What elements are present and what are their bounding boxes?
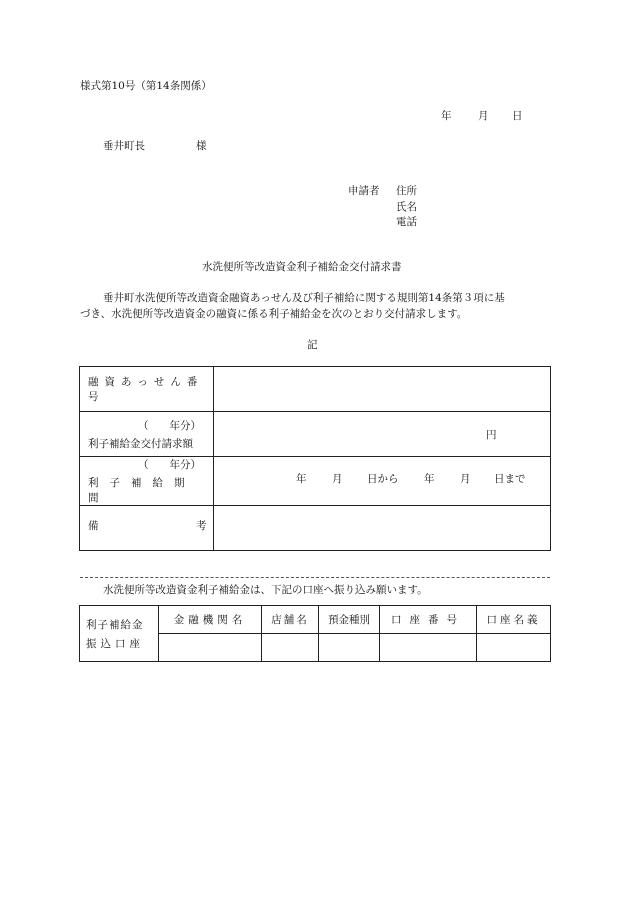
account-number-cell[interactable]: [380, 634, 477, 662]
period-start-month: 月: [332, 473, 343, 485]
period-end-month: 月: [460, 473, 471, 485]
account-number-header: 口座番号: [380, 606, 477, 634]
account-note: 水洗便所等改造資金利子補給金は、下記の口座へ振り込み願います。: [103, 584, 428, 596]
request-table: [79, 366, 551, 551]
applicant-address-label: 住所: [396, 185, 417, 197]
period-end-year: 年: [424, 473, 435, 485]
account-holder-cell[interactable]: [477, 634, 551, 662]
period-row: [214, 474, 550, 488]
account-row-label-1: 利子補給金: [86, 618, 144, 631]
subsidy-period-row: [80, 457, 551, 506]
separator-line: [80, 577, 550, 578]
remarks-value-cell[interactable]: [214, 506, 551, 551]
applicant-phone-label: 電話: [396, 216, 417, 228]
branch-name-header: 店舗名: [262, 606, 319, 634]
claim-year-label: （ 年分）: [138, 419, 201, 432]
addressee-suffix: 様: [196, 140, 207, 152]
remarks-label-cell: [80, 506, 214, 551]
remarks-label-b: 考: [196, 520, 207, 532]
loan-number-label-cell: [80, 367, 214, 412]
account-row-label-cell: [80, 606, 159, 662]
ki-heading: 記: [307, 339, 318, 351]
account-holder-header: 口座名義: [477, 606, 551, 634]
loan-number-label: 融資あっせん番号: [88, 376, 204, 403]
deposit-type-header: 預金種別: [319, 606, 380, 634]
bank-name-cell[interactable]: [159, 634, 262, 662]
period-end-day: 日まで: [494, 473, 526, 485]
applicant-name-label: 氏名: [396, 201, 417, 213]
period-year-label: （ 年分）: [138, 459, 201, 471]
loan-number-value-cell[interactable]: [214, 367, 551, 412]
date-month-label: 月: [478, 110, 489, 122]
claim-amount-label-cell: [80, 412, 214, 457]
subsidy-period-value-cell[interactable]: [214, 457, 551, 506]
applicant-label: 申請者: [348, 185, 380, 197]
addressee-name: 垂井町長: [103, 140, 145, 152]
yen-unit: 円: [486, 428, 497, 441]
period-start-year: 年: [296, 473, 307, 485]
account-table: [79, 605, 551, 662]
subsidy-period-label-cell: [80, 457, 214, 506]
form-number: 様式第10号（第14条関係）: [80, 80, 212, 92]
document-title: 水洗便所等改造資金利子補給金交付請求書: [202, 261, 402, 273]
date-year-label: 年: [441, 110, 452, 122]
remarks-label-a: 備: [88, 520, 99, 532]
remarks-row: [80, 506, 551, 551]
date-day-label: 日: [512, 110, 523, 122]
claim-amount-label: 利子補給金交付請求額: [88, 437, 193, 450]
branch-name-cell[interactable]: [262, 634, 319, 662]
body-text-line-2: づき、水洗便所等改造資金の融資に係る利子補給金を次のとおり交付請求します。: [80, 308, 468, 320]
bank-name-header: 金融機関名: [159, 606, 262, 634]
claim-amount-row: [80, 412, 551, 457]
account-row-label-2: 振込口座: [86, 637, 144, 650]
period-start-day: 日から: [367, 473, 399, 485]
subsidy-period-label: 利子補給期間: [88, 477, 196, 504]
deposit-type-cell[interactable]: [319, 634, 380, 662]
loan-number-row: [80, 367, 551, 412]
account-header-row: [80, 606, 551, 634]
body-text-line-1: 垂井町水洗便所等改造資金融資あっせん及び利子補給に関する規則第14条第３項に基: [103, 292, 505, 304]
claim-amount-value-cell[interactable]: [214, 412, 551, 457]
